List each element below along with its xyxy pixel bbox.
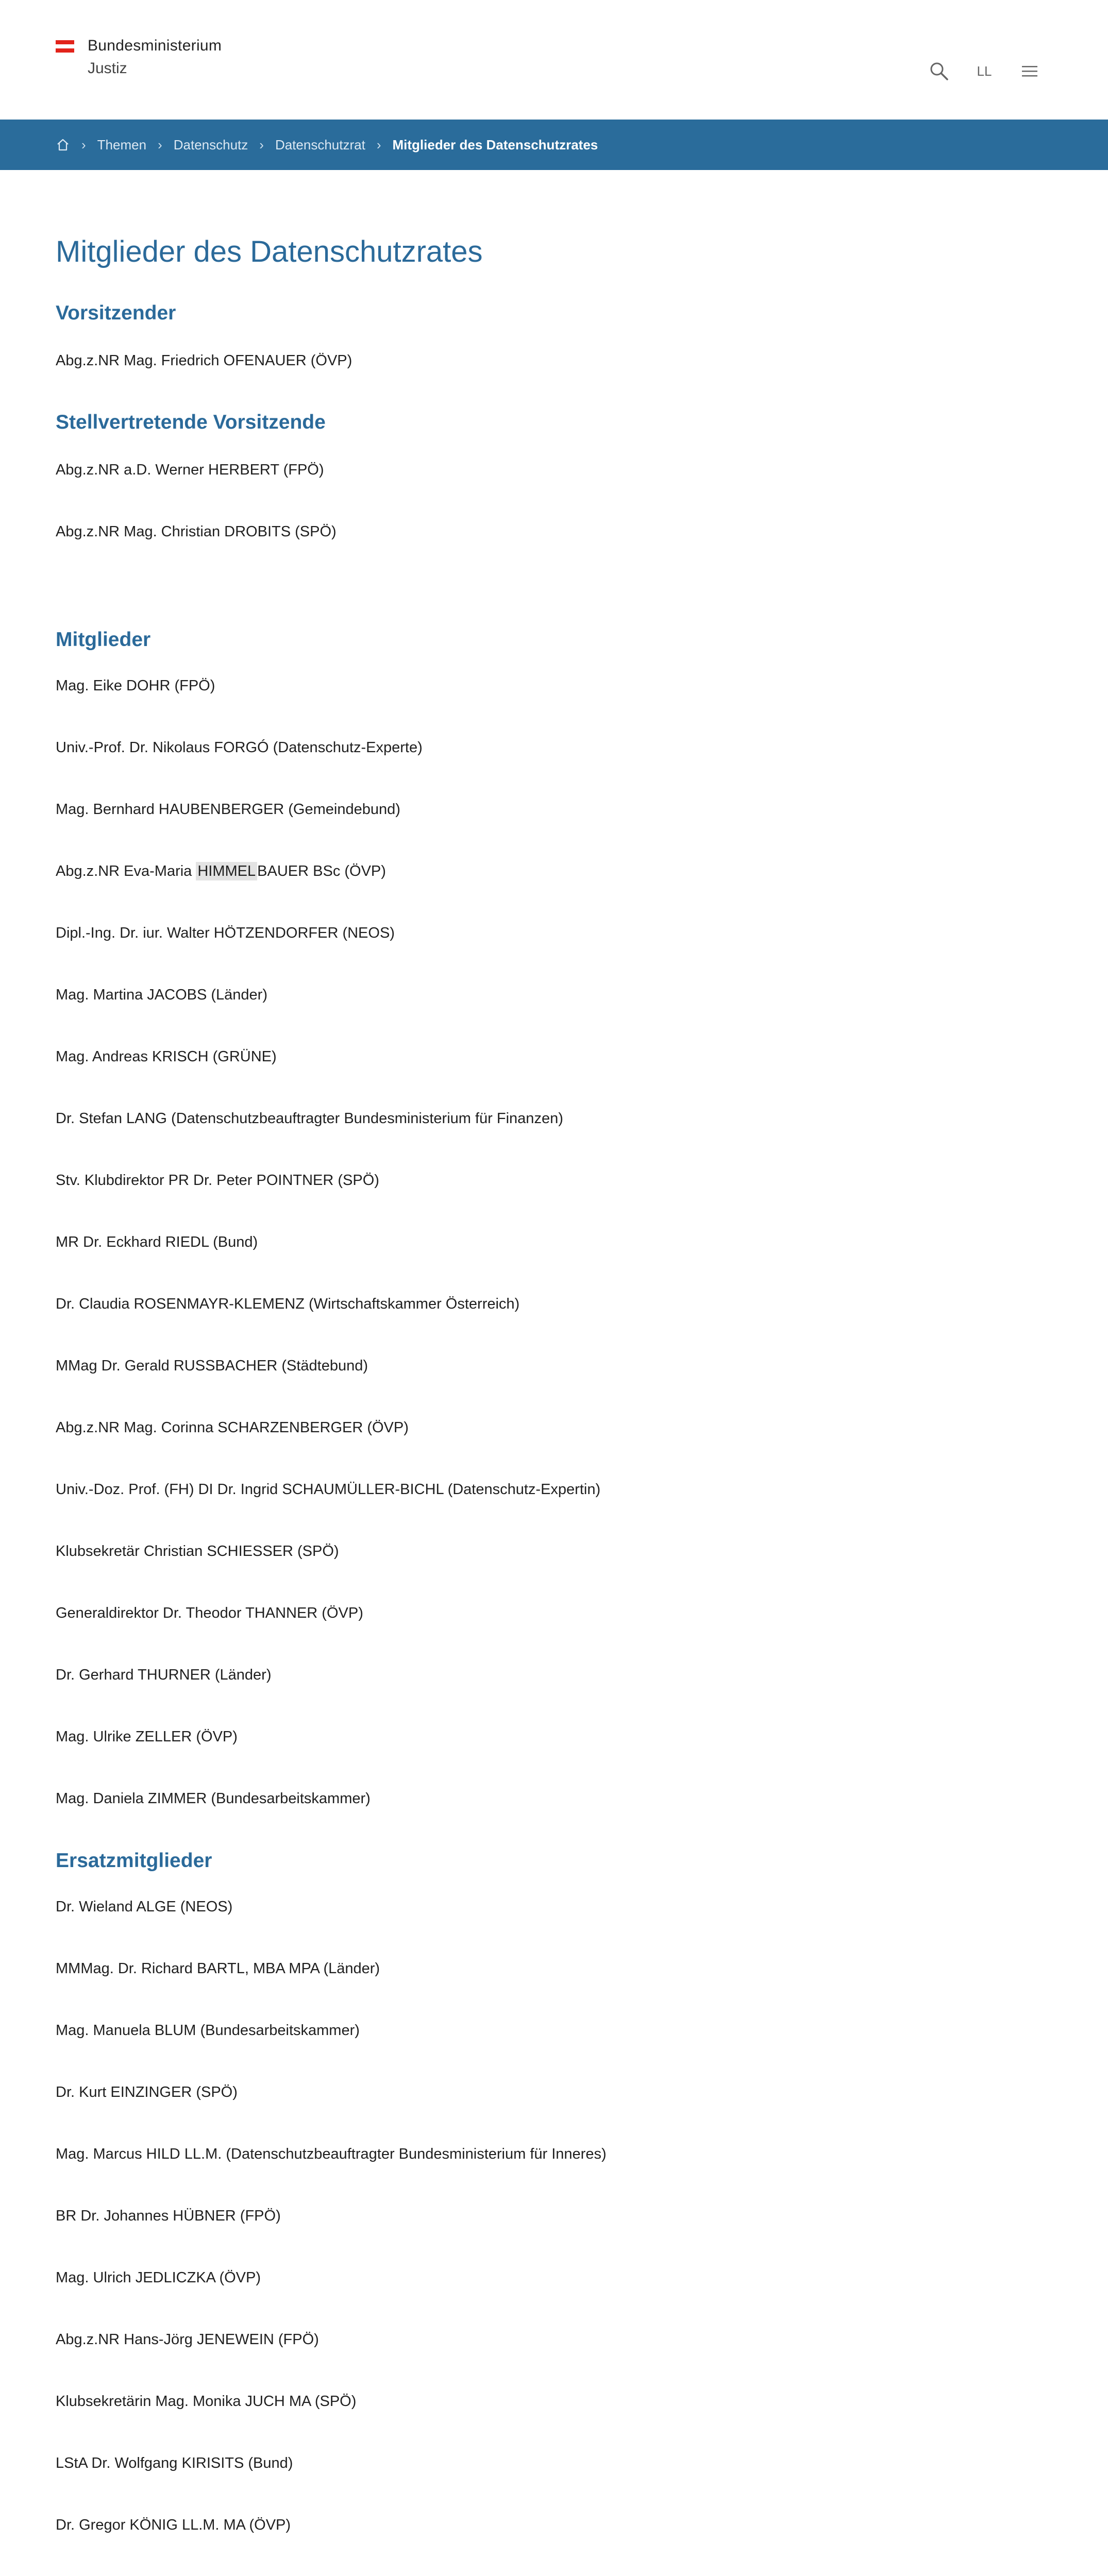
austrian-flag-icon bbox=[56, 40, 74, 53]
section-heading-members: Mitglieder bbox=[56, 629, 151, 651]
member-item: Dr. Gregor KÖNIG LL.M. MA (ÖVP) bbox=[56, 2517, 291, 2533]
member-item: Abg.z.NR Eva-Maria HIMMEL BAUER BSc (ÖVP) bbox=[56, 863, 386, 879]
chevron-right-icon: › bbox=[158, 137, 162, 152]
member-item: Abg.z.NR Mag. Christian DROBITS (SPÖ) bbox=[56, 523, 337, 540]
language-switch[interactable]: LL bbox=[977, 63, 992, 79]
member-item: Abg.z.NR Hans-Jörg JENEWEIN (FPÖ) bbox=[56, 2331, 319, 2348]
member-item: Dr. Wieland ALGE (NEOS) bbox=[56, 1899, 233, 1915]
logo-title: Bundesministerium bbox=[88, 37, 222, 54]
breadcrumb-current: Mitglieder des Datenschutzrates bbox=[392, 137, 598, 152]
breadcrumb-item-themen[interactable]: Themen bbox=[97, 137, 147, 152]
breadcrumb-item-datenschutzrat[interactable]: Datenschutzrat bbox=[275, 137, 365, 152]
member-item: LStA Dr. Wolfgang KIRISITS (Bund) bbox=[56, 2455, 293, 2471]
member-item: Mag. Andreas KRISCH (GRÜNE) bbox=[56, 1048, 277, 1065]
member-item: Dr. Stefan LANG (Datenschutzbeauftragter Bundesministerium für Finanzen) bbox=[56, 1110, 563, 1127]
hamburger-menu-icon[interactable] bbox=[1016, 58, 1043, 84]
chevron-right-icon: › bbox=[376, 137, 381, 152]
home-icon[interactable] bbox=[56, 138, 70, 152]
chevron-right-icon: › bbox=[259, 137, 264, 152]
member-item: Dr. Gerhard THURNER (Länder) bbox=[56, 1667, 272, 1683]
breadcrumb-item-datenschutz[interactable]: Datenschutz bbox=[173, 137, 248, 152]
member-item: Abg.z.NR Mag. Corinna SCHARZENBERGER (ÖVP) bbox=[56, 1419, 409, 1436]
member-item: Mag. Ulrich JEDLICZKA (ÖVP) bbox=[56, 2269, 261, 2286]
member-item: Univ.-Doz. Prof. (FH) DI Dr. Ingrid SCHAUMÜLLER-BICHL (Datenschutz-Expertin) bbox=[56, 1481, 601, 1498]
text-selection-highlight: HIMMEL bbox=[196, 862, 257, 880]
search-icon[interactable] bbox=[926, 58, 952, 84]
site-header bbox=[0, 0, 1108, 120]
flag-stripe-middle bbox=[56, 44, 74, 48]
member-item: Mag. Daniela ZIMMER (Bundesarbeitskammer) bbox=[56, 1790, 371, 1807]
member-item: Abg.z.NR a.D. Werner HERBERT (FPÖ) bbox=[56, 462, 324, 478]
section-heading-chair: Vorsitzender bbox=[56, 302, 176, 324]
section-heading-deputy: Stellvertretende Vorsitzende bbox=[56, 411, 326, 433]
member-item: Univ.-Prof. Dr. Nikolaus FORGÓ (Datenschutz-Experte) bbox=[56, 739, 423, 756]
member-item: Dr. Claudia ROSENMAYR-KLEMENZ (Wirtschaftskammer Österreich) bbox=[56, 1296, 520, 1312]
member-item: Mag. Marcus HILD LL.M. (Datenschutzbeauftragter Bundesministerium für Inneres) bbox=[56, 2146, 607, 2162]
member-item: Mag. Bernhard HAUBENBERGER (Gemeindebund) bbox=[56, 801, 400, 818]
page-title: Mitglieder des Datenschutzrates bbox=[56, 235, 483, 268]
breadcrumb-bar bbox=[0, 120, 1108, 170]
chevron-right-icon: › bbox=[81, 137, 86, 152]
member-item: Klubsekretärin Mag. Monika JUCH MA (SPÖ) bbox=[56, 2393, 357, 2410]
flag-stripe-top bbox=[56, 40, 74, 44]
member-item: BR Dr. Johannes HÜBNER (FPÖ) bbox=[56, 2208, 281, 2224]
member-item: Mag. Ulrike ZELLER (ÖVP) bbox=[56, 1728, 238, 1745]
member-item: Abg.z.NR Mag. Friedrich OFENAUER (ÖVP) bbox=[56, 352, 352, 369]
member-item: Klubsekretär Christian SCHIESSER (SPÖ) bbox=[56, 1543, 339, 1560]
member-item: MR Dr. Eckhard RIEDL (Bund) bbox=[56, 1234, 258, 1250]
logo-subtitle: Justiz bbox=[88, 60, 127, 77]
breadcrumb bbox=[56, 120, 598, 170]
member-item: MMag Dr. Gerald RUSSBACHER (Städtebund) bbox=[56, 1358, 368, 1374]
flag-stripe-bottom bbox=[56, 48, 74, 53]
member-item: Generaldirektor Dr. Theodor THANNER (ÖVP) bbox=[56, 1605, 363, 1621]
member-item: Mag. Manuela BLUM (Bundesarbeitskammer) bbox=[56, 2022, 360, 2039]
member-item: Mag. Martina JACOBS (Länder) bbox=[56, 987, 267, 1003]
section-heading-substitutes: Ersatzmitglieder bbox=[56, 1850, 212, 1872]
member-item: Dipl.-Ing. Dr. iur. Walter HÖTZENDORFER (NEOS) bbox=[56, 925, 395, 941]
member-item: Stv. Klubdirektor PR Dr. Peter POINTNER (SPÖ) bbox=[56, 1172, 379, 1189]
member-item: Mag. Eike DOHR (FPÖ) bbox=[56, 677, 215, 694]
member-item: Dr. Kurt EINZINGER (SPÖ) bbox=[56, 2084, 238, 2100]
member-item: MMMag. Dr. Richard BARTL, MBA MPA (Länder) bbox=[56, 1960, 380, 1977]
